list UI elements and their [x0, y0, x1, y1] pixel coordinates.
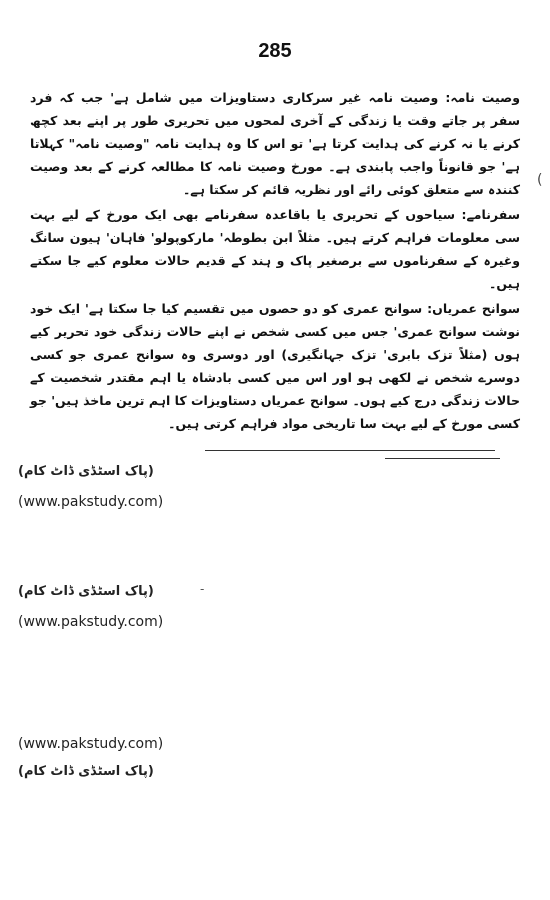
- paragraph-wasiyat-nama: وصیت نامہ: وصیت نامہ غیر سرکاری دستاویزات میں شامل ہے' جب کہ فرد سفر پر جاتے وقت یا زندگی کے آخری لمحوں میں تحریری طور پر اپنے بعد کچھ کرنے یا نہ کرنے کی ہدایت کرتا ہے' تو اس کا وہ ہدایت نامہ "وصیت نامہ" کہلاتا ہے' جو قانوناً واجب پابندی ہے۔ مورخ وصیت نامہ کا مطالعہ کرنے کے بعد وصیت کنندہ سے متعلق کوئی رائے اور نظریہ قائم کر سکتا ہے۔: [30, 90, 520, 197]
- watermark-urdu-1: (پاک اسٹڈی ڈاٹ کام): [18, 464, 154, 479]
- paragraph-safarnamay: سفرنامے: سیاحوں کے تحریری یا باقاعدہ سفرنامے بھی ایک مورخ کے لیے بہت سی معلومات فراہم کرتے ہیں۔ مثلاً ابن بطوطہ' مارکوپولو' فاہان' ہیون سانگ وغیرہ کے سفرناموں سے برصغیر پاک و ہند کے قدیم حالات معلوم کیے جا سکتے ہیں۔: [30, 207, 520, 291]
- watermark-url-3: (www.pakstudy.com): [18, 736, 164, 752]
- section-divider: [205, 450, 495, 451]
- stray-mark: -: [200, 582, 205, 596]
- body-text: [30, 86, 520, 437]
- paragraph-sawaneh-umriyan: سوانح عمریاں: سوانح عمری کو دو حصوں میں تقسیم کیا جا سکتا ہے' ایک خود نوشت سوانح عمری' جس میں کسی شخص نے اپنے حالات زندگی خود تحریر کیے ہوں (مثلاً تزک بابری' تزک جہانگیری) اور دوسری وہ سوانح عمری جو کسی دوسرے شخص نے لکھی ہو اور اس میں کسی بادشاہ یا اہم مقتدر شخصیت کے حالات زندگی درج کیے ہوں۔ سوانح عمریاں دستاویزات کا اہم ترین ماخذ ہیں' جو کسی مورخ کے لیے بہت سا تاریخی مواد فراہم کرتی ہیں۔: [30, 301, 520, 431]
- section-divider-short: [385, 458, 500, 459]
- watermark-url-1: (www.pakstudy.com): [18, 494, 164, 510]
- watermark-urdu-2: (پاک اسٹڈی ڈاٹ کام): [18, 584, 154, 599]
- watermark-urdu-3: (پاک اسٹڈی ڈاٹ کام): [18, 764, 154, 779]
- margin-mark: (: [537, 172, 543, 188]
- watermark-url-2: (www.pakstudy.com): [18, 614, 164, 630]
- page-number: 285: [258, 40, 292, 62]
